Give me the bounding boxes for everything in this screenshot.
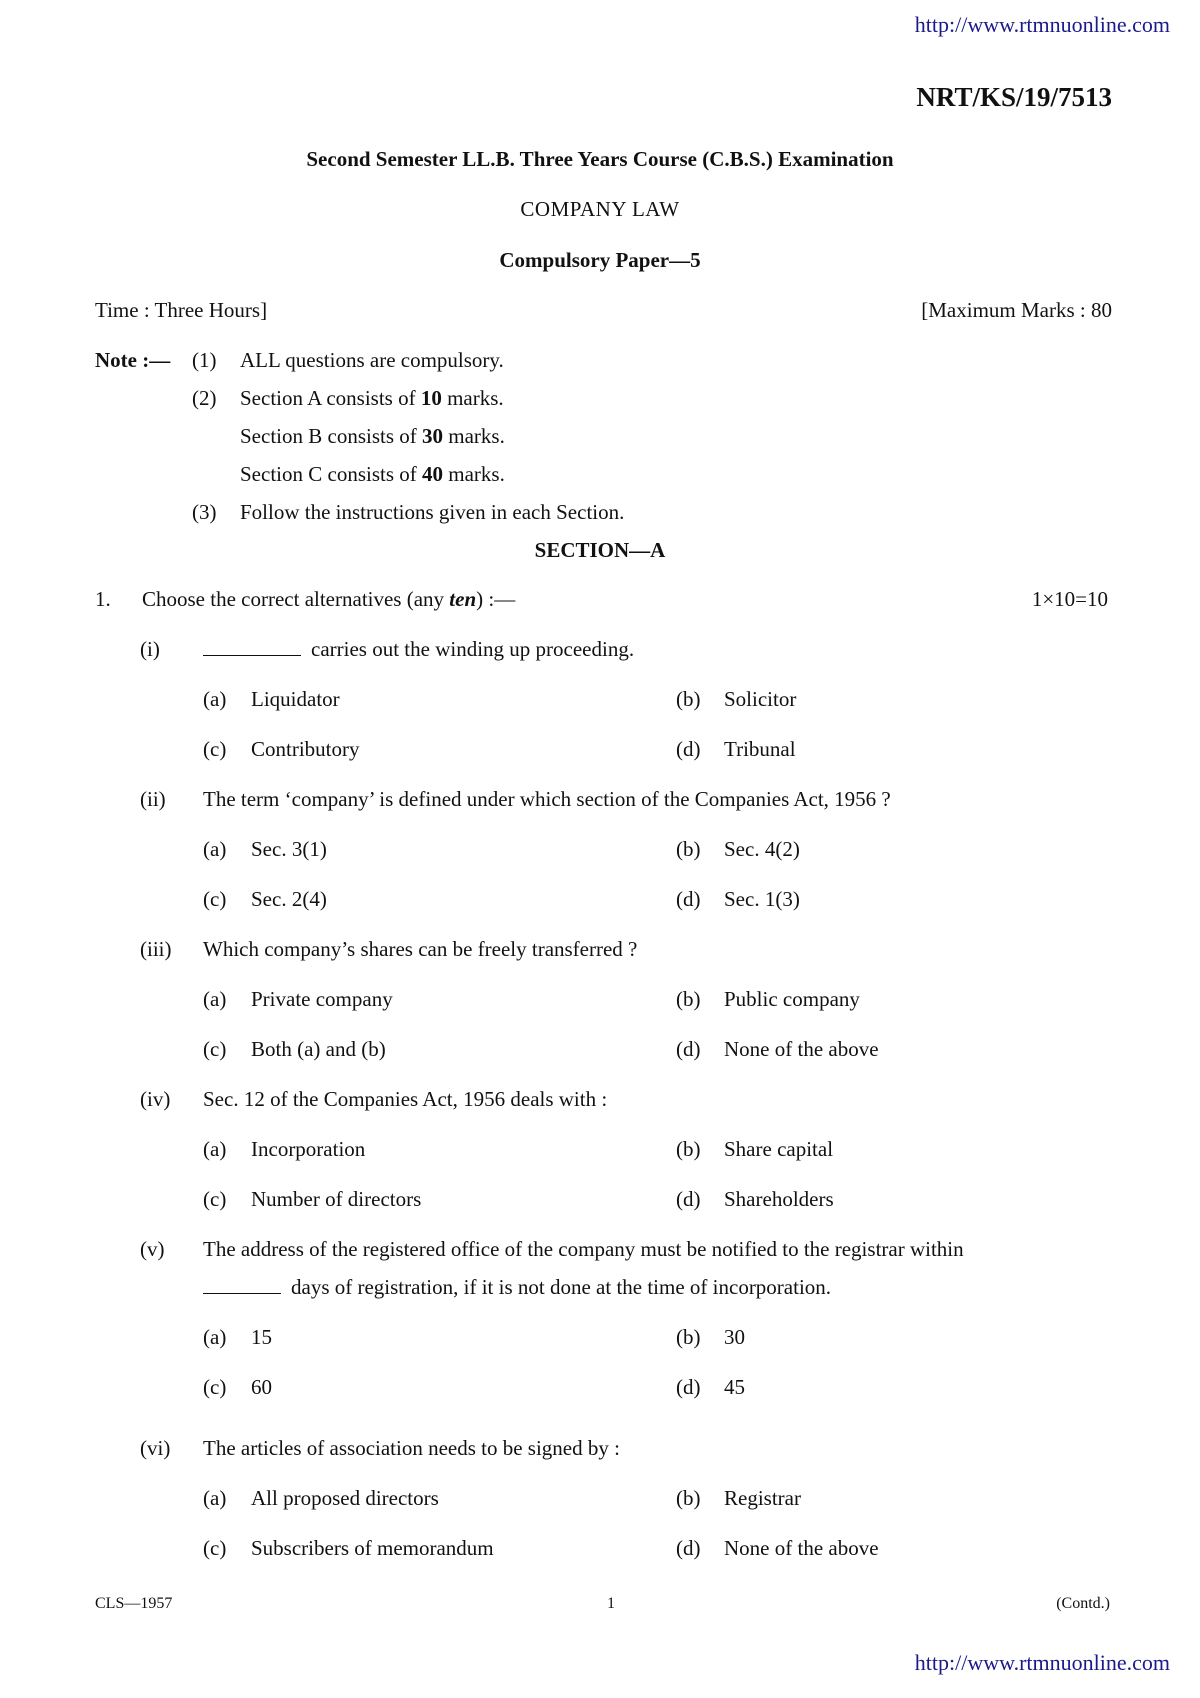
subquestion-number: (iii) bbox=[140, 937, 172, 961]
note-text-3 bbox=[240, 424, 505, 449]
answer-option[interactable] bbox=[676, 1325, 745, 1350]
note-text-2-post: marks. bbox=[441, 386, 504, 410]
answer-option[interactable] bbox=[676, 987, 860, 1012]
answer-option[interactable] bbox=[203, 987, 393, 1012]
subquestion-text bbox=[203, 1087, 607, 1112]
option-letter: (a) bbox=[203, 837, 227, 861]
question-marks: 1×10=10 bbox=[1031, 587, 1108, 611]
answer-option[interactable] bbox=[203, 1536, 494, 1561]
note-text-2 bbox=[240, 386, 504, 411]
subquestion-number: (v) bbox=[140, 1237, 165, 1261]
subquestion-text-line2 bbox=[203, 1275, 831, 1300]
note-text-3-marks: 30 bbox=[422, 424, 443, 448]
option-text: Shareholders bbox=[724, 1187, 834, 1211]
note-text-4 bbox=[240, 462, 505, 487]
question-instruction bbox=[142, 587, 515, 612]
subquestion-text-content: The address of the registered office of the company must be notified to the registrar within bbox=[203, 1237, 964, 1261]
note-text-1-pre: ALL questions are compulsory. bbox=[240, 348, 504, 372]
option-text: Registrar bbox=[724, 1486, 801, 1510]
subquestion-text bbox=[203, 637, 634, 662]
subquestion-text bbox=[203, 1436, 620, 1461]
option-text: Both (a) and (b) bbox=[251, 1037, 386, 1061]
subquestion-text-content: carries out the winding up proceeding. bbox=[311, 637, 635, 661]
answer-option[interactable] bbox=[203, 887, 327, 912]
max-marks-label: [Maximum Marks : 80 bbox=[921, 298, 1112, 322]
answer-blank bbox=[203, 637, 301, 656]
subquestion-text-content: Sec. 12 of the Companies Act, 1956 deals with : bbox=[203, 1087, 608, 1111]
option-text: 45 bbox=[724, 1375, 745, 1399]
question-instruction-em: ten bbox=[449, 587, 477, 611]
footer-code: CLS—1957 bbox=[95, 1595, 173, 1612]
source-url-bottom[interactable]: http://www.rtmnuonline.com bbox=[914, 1650, 1170, 1675]
note-num-3: (3) bbox=[192, 500, 217, 524]
option-text: 60 bbox=[251, 1375, 272, 1399]
option-letter: (c) bbox=[203, 1536, 227, 1560]
subquestion-number: (i) bbox=[140, 637, 160, 661]
option-text: 30 bbox=[724, 1325, 745, 1349]
subquestion-text bbox=[203, 787, 891, 812]
option-text: Contributory bbox=[251, 737, 360, 761]
answer-option[interactable] bbox=[203, 687, 340, 712]
option-letter: (b) bbox=[676, 1486, 701, 1510]
subquestion-text bbox=[203, 1237, 964, 1262]
answer-option[interactable] bbox=[203, 1375, 272, 1400]
answer-option[interactable] bbox=[676, 737, 796, 762]
option-letter: (d) bbox=[676, 737, 701, 761]
option-letter: (d) bbox=[676, 1187, 701, 1211]
option-text: Incorporation bbox=[251, 1137, 366, 1161]
subquestion-number: (vi) bbox=[140, 1436, 171, 1460]
option-text: Sec. 2(4) bbox=[251, 887, 327, 911]
answer-option[interactable] bbox=[203, 1187, 421, 1212]
option-letter: (a) bbox=[203, 1137, 227, 1161]
option-letter: (b) bbox=[676, 1137, 701, 1161]
option-text: None of the above bbox=[724, 1536, 879, 1560]
subquestion-text-content: The articles of association needs to be signed by : bbox=[203, 1436, 620, 1460]
option-text: Tribunal bbox=[724, 737, 796, 761]
question-instruction-post: ) :— bbox=[476, 587, 516, 611]
note-text-4-post: marks. bbox=[443, 462, 505, 486]
answer-option[interactable] bbox=[676, 687, 796, 712]
option-letter: (d) bbox=[676, 887, 701, 911]
answer-option[interactable] bbox=[676, 1375, 745, 1400]
option-text: Sec. 3(1) bbox=[251, 837, 327, 861]
answer-option[interactable] bbox=[203, 737, 360, 762]
option-text: All proposed directors bbox=[251, 1486, 439, 1510]
note-text-4-pre: Section C consists of bbox=[240, 462, 422, 486]
note-text-4-marks: 40 bbox=[422, 462, 443, 486]
paper-code: NRT/KS/19/7513 bbox=[916, 82, 1112, 112]
option-letter: (c) bbox=[203, 1037, 227, 1061]
subquestion-number: (ii) bbox=[140, 787, 166, 811]
option-text: Subscribers of memorandum bbox=[251, 1536, 494, 1560]
option-letter: (b) bbox=[676, 837, 701, 861]
section-heading: SECTION—A bbox=[534, 538, 666, 562]
question-instruction-pre: Choose the correct alternatives (any bbox=[142, 587, 450, 611]
option-letter: (c) bbox=[203, 887, 227, 911]
answer-option[interactable] bbox=[676, 887, 800, 912]
option-letter: (a) bbox=[203, 987, 227, 1011]
option-text: Solicitor bbox=[724, 687, 797, 711]
subquestion-number: (iv) bbox=[140, 1087, 171, 1111]
option-letter: (a) bbox=[203, 1325, 227, 1349]
question-number: 1. bbox=[95, 587, 111, 611]
note-text-5 bbox=[240, 500, 624, 525]
answer-option[interactable] bbox=[203, 837, 327, 862]
option-letter: (d) bbox=[676, 1037, 701, 1061]
option-text: Private company bbox=[251, 987, 393, 1011]
answer-option[interactable] bbox=[203, 1486, 439, 1511]
answer-option[interactable] bbox=[676, 1486, 801, 1511]
answer-option[interactable] bbox=[676, 1187, 834, 1212]
note-text-2-pre: Section A consists of bbox=[240, 386, 421, 410]
subquestion-text bbox=[203, 937, 637, 962]
note-num-1: (1) bbox=[192, 348, 217, 372]
option-text: Share capital bbox=[724, 1137, 834, 1161]
note-text-1 bbox=[240, 348, 504, 373]
option-letter: (b) bbox=[676, 1325, 701, 1349]
answer-option[interactable] bbox=[203, 1325, 272, 1350]
footer-page-number: 1 bbox=[607, 1595, 615, 1612]
answer-option[interactable] bbox=[676, 1536, 879, 1561]
source-url-top[interactable]: http://www.rtmnuonline.com bbox=[914, 12, 1170, 37]
note-label: Note :— bbox=[95, 348, 171, 372]
option-text: Liquidator bbox=[251, 687, 340, 711]
subquestion-text-line2-content: days of registration, if it is not done at the time of incorporation. bbox=[291, 1275, 832, 1299]
subquestion-text-content: Which company’s shares can be freely transferred ? bbox=[203, 937, 638, 961]
answer-option[interactable] bbox=[676, 1137, 833, 1162]
option-letter: (d) bbox=[676, 1536, 701, 1560]
option-letter: (b) bbox=[676, 687, 701, 711]
answer-option[interactable] bbox=[676, 1037, 879, 1062]
note-text-2-marks: 10 bbox=[420, 386, 442, 410]
option-letter: (c) bbox=[203, 1187, 227, 1211]
option-text: Sec. 1(3) bbox=[724, 887, 800, 911]
option-text: Public company bbox=[724, 987, 860, 1011]
option-letter: (a) bbox=[203, 1486, 227, 1510]
option-text: Sec. 4(2) bbox=[724, 837, 800, 861]
footer-contd: (Contd.) bbox=[1056, 1595, 1110, 1612]
option-letter: (c) bbox=[203, 1375, 227, 1399]
note-text-3-post: marks. bbox=[443, 424, 505, 448]
option-letter: (a) bbox=[203, 687, 227, 711]
exam-title: Second Semester LL.B. Three Years Course (C.B.S.) Examination bbox=[306, 147, 894, 171]
option-text: Number of directors bbox=[251, 1187, 422, 1211]
time-label: Time : Three Hours] bbox=[95, 298, 268, 322]
option-letter: (c) bbox=[203, 737, 227, 761]
note-num-2: (2) bbox=[192, 386, 217, 410]
option-text: None of the above bbox=[724, 1037, 879, 1061]
paper-title: Compulsory Paper—5 bbox=[499, 248, 701, 272]
answer-blank bbox=[203, 1275, 281, 1294]
answer-option[interactable] bbox=[203, 1137, 365, 1162]
note-text-5-pre: Follow the instructions given in each Section. bbox=[240, 500, 625, 524]
option-text: 15 bbox=[251, 1325, 272, 1349]
subquestion-text-content: The term ‘company’ is defined under which section of the Companies Act, 1956 ? bbox=[203, 787, 891, 811]
subject-title: COMPANY LAW bbox=[520, 197, 680, 221]
answer-option[interactable] bbox=[203, 1037, 386, 1062]
option-letter: (d) bbox=[676, 1375, 701, 1399]
note-text-3-pre: Section B consists of bbox=[240, 424, 422, 448]
answer-option[interactable] bbox=[676, 837, 800, 862]
option-letter: (b) bbox=[676, 987, 701, 1011]
